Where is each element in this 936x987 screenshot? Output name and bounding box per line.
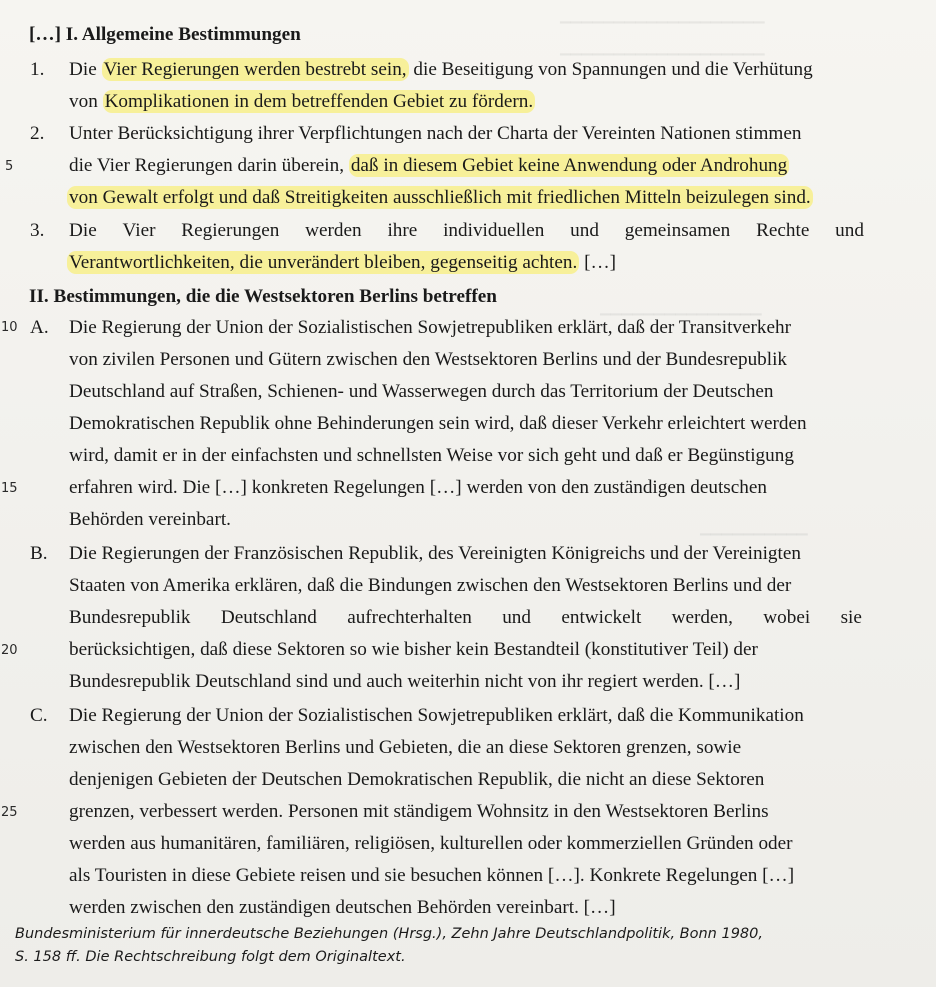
highlighted-text: von Gewalt erfolgt und daß Streitigkeiten ausschließlich mit friedlichen Mitteln beizulegen sind. <box>69 187 811 208</box>
source-citation-line-1: Bundesministerium für innerdeutsche Beziehungen (Hrsg.), Zehn Jahre Deutschlandpolitik, Bonn 1980, <box>15 926 763 942</box>
item-a-label: A. <box>30 317 49 338</box>
item-b-word: Bundesrepublik <box>69 607 191 628</box>
item-3-word: Vier <box>122 220 156 241</box>
item-3-word: Die <box>69 220 97 241</box>
item-1-line-1 <box>69 58 813 82</box>
section-2-heading: II. Bestimmungen, die die Westsektoren Berlins betreffen <box>29 286 497 307</box>
section-1-heading: […] I. Allgemeine Bestimmungen <box>29 24 301 45</box>
item-3-word: Rechte <box>756 220 810 241</box>
item-2-text-pre: die Vier Regierungen darin überein, <box>69 155 345 176</box>
item-b-word: und <box>502 607 531 628</box>
item-b-line <box>69 606 862 630</box>
item-3-word: individuellen <box>443 220 545 241</box>
item-b-word: sie <box>840 607 862 628</box>
item-1-text-pre: von <box>69 91 98 112</box>
item-3-label: 3. <box>30 220 45 241</box>
item-b-line: Bundesrepublik Deutschland sind und auch weiterhin nicht von ihr regiert werden. […] <box>69 671 741 692</box>
item-2-line-1: Unter Berücksichtigung ihrer Verpflichtungen nach der Charta der Vereinten Nationen stimmen <box>69 123 802 144</box>
line-number: 5 <box>5 159 14 174</box>
source-citation-line-2: S. 158 ff. Die Rechtschreibung folgt dem Originaltext. <box>15 949 406 965</box>
item-3-word: Regierungen <box>181 220 280 241</box>
line-number: 10 <box>1 320 18 335</box>
item-b-label: B. <box>30 543 48 564</box>
item-a-line: Demokratischen Republik ohne Behinderungen sein wird, daß dieser Verkehr erleichtert werden <box>69 413 807 434</box>
item-c-label: C. <box>30 705 48 726</box>
line-number: 20 <box>1 643 18 658</box>
bleed-through: ▁▁▁▁▁▁▁▁▁▁▁▁▁▁▁▁▁▁▁ <box>560 40 765 56</box>
item-a-line: Deutschland auf Straßen, Schienen- und Wasserwegen durch das Territorium der Deutschen <box>69 381 774 402</box>
item-c-line: werden zwischen den zuständigen deutschen Behörden vereinbart. […] <box>69 897 616 918</box>
item-b-word: werden, <box>671 607 733 628</box>
item-a-line: Behörden vereinbart. <box>69 509 231 530</box>
item-3-text-post: […] <box>584 252 617 273</box>
bleed-through: ▁▁▁▁▁▁▁▁▁▁▁▁▁▁▁▁▁▁▁ <box>560 8 765 24</box>
item-2-line-3 <box>67 186 813 210</box>
item-b-line: berücksichtigen, daß diese Sektoren so wie bisher kein Bestandteil (konstitutiver Teil) der <box>69 639 758 660</box>
item-3-word: ihre <box>387 220 418 241</box>
item-a-line: wird, damit er in der einfachsten und schnellsten Weise vor sich geht und daß er Begünstigung <box>69 445 794 466</box>
highlighted-text: daß in diesem Gebiet keine Anwendung oder Androhung <box>350 155 788 176</box>
item-b-word: entwickelt <box>561 607 642 628</box>
line-number: 15 <box>1 481 18 496</box>
item-c-line: zwischen den Westsektoren Berlins und Gebieten, die an diese Sektoren grenzen, sowie <box>69 737 742 758</box>
item-2-label: 2. <box>30 123 45 144</box>
line-number: 25 <box>1 805 18 820</box>
item-2-line-2 <box>69 154 789 178</box>
item-1-text-post: die Beseitigung von Spannungen und die Verhütung <box>413 59 813 80</box>
item-b-line: Staaten von Amerika erklären, daß die Bindungen zwischen den Westsektoren Berlins und der <box>69 575 792 596</box>
highlighted-text: Verantwortlichkeiten, die unverändert bleiben, gegenseitig achten. <box>69 252 578 273</box>
item-1-label: 1. <box>30 59 45 80</box>
item-c-line: denjenigen Gebieten der Deutschen Demokratischen Republik, die nicht an diese Sektoren <box>69 769 765 790</box>
item-3-word: und <box>570 220 599 241</box>
item-c-line: als Touristen in diese Gebiete reisen und sie besuchen können […]. Konkrete Regelungen […] <box>69 865 795 886</box>
item-3-word: werden <box>305 220 362 241</box>
bleed-through: ▁▁▁▁▁▁▁▁▁▁ <box>700 520 808 536</box>
item-3-word: und <box>835 220 864 241</box>
item-a-line: von zivilen Personen und Gütern zwischen den Westsektoren Berlins und der Bundesrepublik <box>69 349 788 370</box>
item-3-word: gemeinsamen <box>624 220 731 241</box>
item-c-line: Die Regierung der Union der Sozialistischen Sowjetrepubliken erklärt, daß die Kommunikation <box>69 705 804 726</box>
highlighted-text: Vier Regierungen werden bestrebt sein, <box>103 59 407 80</box>
item-a-line: Die Regierung der Union der Sozialistischen Sowjetrepubliken erklärt, daß der Transitverkehr <box>69 317 792 338</box>
item-c-line: werden aus humanitären, familiären, religiösen, kulturellen oder kommerziellen Gründen oder <box>69 833 793 854</box>
item-b-word: Deutschland <box>220 607 317 628</box>
item-a-line: erfahren wird. Die […] konkreten Regelungen […] werden von den zuständigen deutschen <box>69 477 767 498</box>
item-1-line-2 <box>69 90 535 114</box>
bleed-through: ▁▁▁▁▁▁▁▁▁▁▁▁▁▁▁ <box>600 300 762 316</box>
item-b-word: aufrechterhalten <box>347 607 472 628</box>
item-b-word: wobei <box>763 607 811 628</box>
item-b-line: Die Regierungen der Französischen Republik, des Vereinigten Königreichs und der Vereinigten <box>69 543 801 564</box>
item-c-line: grenzen, verbessert werden. Personen mit ständigem Wohnsitz in den Westsektoren Berlins <box>69 801 769 822</box>
item-3-line-2 <box>67 251 616 275</box>
item-3-line-1 <box>69 219 864 243</box>
item-1-text-pre: Die <box>69 59 97 80</box>
highlighted-text: Komplikationen in dem betreffenden Gebiet zu fördern. <box>104 91 534 112</box>
